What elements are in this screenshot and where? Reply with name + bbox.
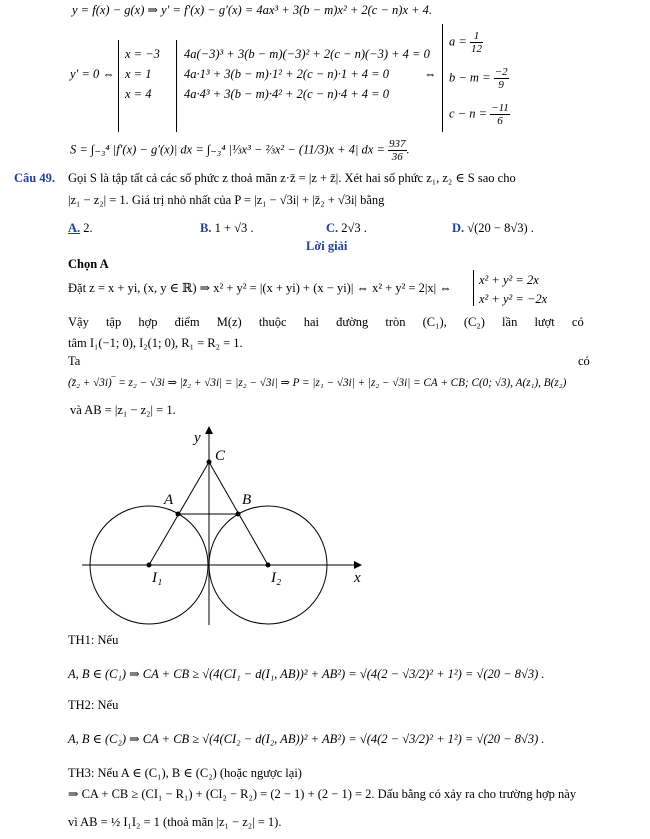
case3-line-2: vì AB = ½ I₁I₂ = 1 (thoả mãn |z₁ − z₂| = 1). <box>68 815 282 829</box>
point-i1 <box>147 563 152 568</box>
root-bracket <box>118 40 119 132</box>
root-3: x = 4 <box>125 87 152 101</box>
circles-figure <box>82 420 382 630</box>
yprime-label: y′ = 0 ⇔ <box>70 67 115 81</box>
point-c <box>207 460 212 465</box>
root-1: x = −3 <box>125 47 160 61</box>
point-a <box>176 512 181 517</box>
question-number: Câu 49. <box>14 171 55 185</box>
option-b: B. 1 + √3 . <box>200 221 254 235</box>
solution-line-4b: có <box>578 354 590 368</box>
case2-body: A, B ∈ (C₂) ⇒ CA + CB ≥ √(4(CI₂ − d(I₂, AB))² + AB²) = √(4(2 − √3/2)² + 1²) = √(20 − 8√3) . <box>68 732 545 746</box>
option-c: C. 2√3 . <box>326 221 367 235</box>
iff-symbol: ⇔ <box>424 67 437 81</box>
solution-line-1: Đặt z = x + yi, (x, y ∈ ℝ) ⇒ x² + y² = |(x + yi) + (x − yi)| ⇔ x² + y² = 2|x| ⇔ <box>68 281 452 295</box>
eq-2: 4a·1³ + 3(b − m)·1² + 2(c − n)·1 + 4 = 0 <box>184 67 389 81</box>
label-y: y <box>194 430 201 446</box>
solution-line-3: tâm I₁(−1; 0), I₂(1; 0), R₁ = R₂ = 1. <box>68 336 243 350</box>
result-a: a = $\frac{1}{12}$ <box>449 30 482 55</box>
option-d: D. √(20 − 8√3) . <box>452 221 534 235</box>
result-bm: b − m = $\frac{-2}{9}$ <box>449 66 508 91</box>
label-b: B <box>242 492 252 508</box>
point-i2 <box>266 563 271 568</box>
label-c: C <box>215 448 226 464</box>
integral-line: S = ∫₋₃⁴ |f′(x) − g′(x)| dx = ∫₋₃⁴ |⅓x³ − ⅔x² − (11/3)x + 4| dx = $\frac{937}{36}$ . <box>70 138 410 163</box>
cases-bracket <box>473 270 474 306</box>
case-1: x² + y² = 2x <box>479 273 539 287</box>
case1-head: TH1: Nếu <box>68 633 119 647</box>
case1-body: A, B ∈ (C₁) ⇒ CA + CB ≥ √(4(CI₁ − d(I₁, AB))² + AB²) = √(4(2 − √3/2)² + 1²) = √(20 − 8√3) . <box>68 667 545 681</box>
result-brace <box>442 24 443 132</box>
case3-line-1: ⇒ CA + CB ≥ (CI₁ − R₁) + (CI₂ − R₂) = (2 − 1) + (2 − 1) = 2. Dấu bằng có xảy ra cho trường hợp này <box>68 787 577 801</box>
case-2: x² + y² = −2x <box>479 292 548 306</box>
solution-line-5: (z̄₂ + √3i)‾ = z₂ − √3i ⇒ |z̄₂ + √3i| = |z₂ − √3i| ⇒ P = |z₁ − √3i| + |z₂ − √3i| = CA + CB; C(0; √3), A(z₁), B(z₂) <box>68 377 567 389</box>
eq-3: 4a·4³ + 3(b − m)·4² + 2(c − n)·4 + 4 = 0 <box>184 87 389 101</box>
label-a: A <box>164 492 174 508</box>
solution-line-2: Vậy tập hợp điểm M(z) thuộc hai đường tròn (C₁), (C₂) lần lượt có <box>68 315 584 329</box>
point-b <box>236 512 241 517</box>
label-i1: I₁ <box>152 570 163 586</box>
question-text-2: |z₁ − z₂| = 1. Giá trị nhỏ nhất của P = |z₁ − √3i| + |z̄₂ + √3i| bằng <box>68 193 385 207</box>
case2-head: TH2: Nếu <box>68 698 119 712</box>
eq-brace <box>176 40 177 132</box>
result-cn: c − n = $\frac{-11}{6}$ <box>449 102 509 127</box>
root-2: x = 1 <box>125 67 152 81</box>
label-x: x <box>354 570 361 586</box>
derivative-line: y = f(x) − g(x) ⇒ y′ = f′(x) − g′(x) = 4ax³ + 3(b − m)x² + 2(c − n)x + 4. <box>72 3 433 17</box>
answer-choice: Chọn A <box>68 257 109 271</box>
label-i2: I₂ <box>271 570 282 586</box>
solution-line-6: và AB = |z₁ − z₂| = 1. <box>70 403 176 417</box>
solution-line-4a: Ta <box>68 354 81 368</box>
solution-heading: Lời giải <box>306 239 348 253</box>
eq-1: 4a(−3)³ + 3(b − m)(−3)² + 2(c − n)(−3) + 4 = 0 <box>184 47 430 61</box>
case3-head: TH3: Nếu A ∈ (C₁), B ∈ (C₂) (hoặc ngược lại) <box>68 766 302 780</box>
question-text-1: Gọi S là tập tất cả các số phức z thoả mãn z·z̄ = |z + z̄|. Xét hai số phức z₁, z₂ ∈ S sao cho <box>68 171 516 185</box>
option-a: A. 2. <box>68 221 93 235</box>
